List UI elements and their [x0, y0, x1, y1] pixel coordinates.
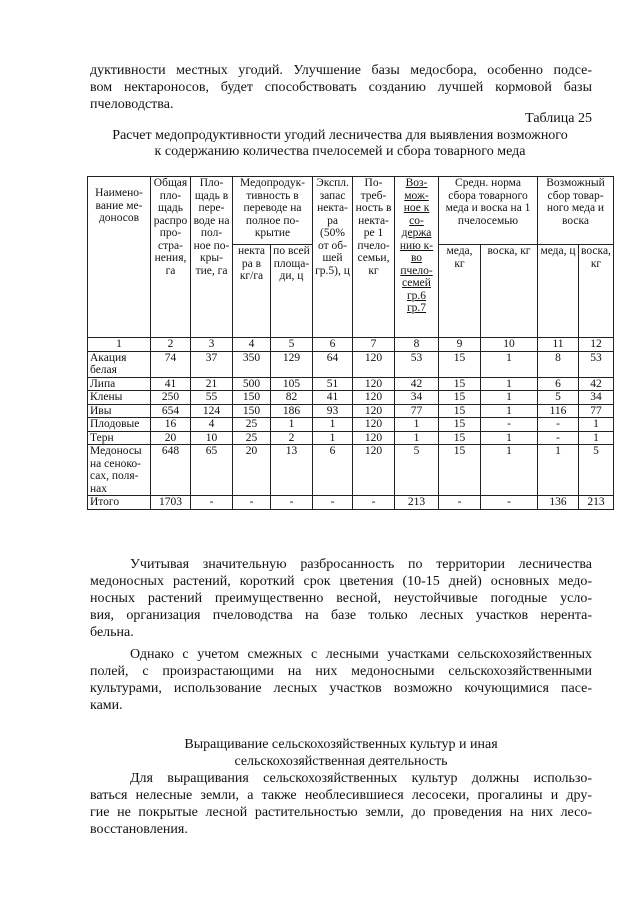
text-line: Для выращивания сельскохозяйственных культур должны использо-	[130, 771, 592, 786]
table-cell: 34	[579, 391, 614, 405]
header-cell: Экспл. запас некта-ра (50% от об-шей гр.5), ц	[313, 177, 353, 338]
text-line: вия, организация пчеловодства на базе только лесных участков нерента-	[90, 608, 592, 623]
table-cell: 648	[151, 445, 191, 496]
table-cell: 150	[233, 391, 271, 405]
row-name-cell: Терн	[88, 431, 151, 445]
text-line: дуктивности местных угодий. Улучшение базы медосбора, особенно подсе-	[90, 63, 592, 78]
paragraph-dispersion	[90, 556, 592, 641]
subheader-cell: меда, ц	[538, 245, 579, 338]
table-cell: 6	[313, 445, 353, 496]
header-cell: Средн. норма сбора товарного меда и воска на 1 пчелосемью	[439, 177, 538, 245]
table-title	[60, 128, 620, 160]
table-cell: 20	[151, 431, 191, 445]
table-title-line: Расчет медопродуктивности угодий лесничества для выявления возможного	[112, 128, 568, 143]
table-cell: 1	[481, 377, 538, 391]
table-cell: 1	[481, 351, 538, 377]
text-line: носных растений преимущественно весной, неустойчивые погодные усло-	[90, 591, 592, 606]
honey-productivity-table	[87, 176, 614, 510]
table-cell: 77	[579, 404, 614, 418]
table-cell: 136	[538, 496, 579, 510]
table-cell: 150	[233, 404, 271, 418]
table-cell: 41	[313, 391, 353, 405]
table-cell: 350	[233, 351, 271, 377]
table-header-row	[88, 177, 614, 245]
subheader-cell: воска, кг	[579, 245, 614, 338]
table-row	[88, 418, 614, 432]
table-row	[88, 377, 614, 391]
table-cell: 120	[353, 391, 395, 405]
text-line: пчеловодства.	[90, 97, 174, 112]
table-cell: 5	[538, 391, 579, 405]
header-cell: По-треб-ность в некта-ре 1 пчело-семьи, кг	[353, 177, 395, 338]
table-cell: 124	[191, 404, 233, 418]
table-cell: 25	[233, 418, 271, 432]
text-line: полей, с произрастающими на них медоносными сельскохозяйственными	[90, 664, 592, 679]
column-number-row	[88, 338, 614, 352]
table-cell: 1	[395, 418, 439, 432]
table-cell: 500	[233, 377, 271, 391]
table-cell: 1	[538, 445, 579, 496]
row-name-cell: Клены	[88, 391, 151, 405]
table-cell: -	[353, 496, 395, 510]
column-number: 10	[481, 338, 538, 352]
column-number: 12	[579, 338, 614, 352]
row-name-cell: Акация белая	[88, 351, 151, 377]
table-cell: 5	[395, 445, 439, 496]
heading-line: Выращивание сельскохозяйственных культур и иная	[184, 737, 498, 752]
table-row	[88, 391, 614, 405]
table-cell: 15	[439, 391, 481, 405]
table-cell: 15	[439, 418, 481, 432]
table-cell: -	[481, 418, 538, 432]
column-number: 6	[313, 338, 353, 352]
table-cell: 1	[579, 418, 614, 432]
column-number: 9	[439, 338, 481, 352]
table-row	[88, 351, 614, 377]
column-number: 2	[151, 338, 191, 352]
table-cell: 1	[313, 418, 353, 432]
paragraph-nomadic-apiaries	[90, 646, 592, 714]
table-cell: 37	[191, 351, 233, 377]
table-cell: 74	[151, 351, 191, 377]
header-cell: Возможный сбор товар-ного меда и воска	[538, 177, 614, 245]
table-cell: 250	[151, 391, 191, 405]
header-cell: Медопродук-тивность в переводе на полное по-крытие	[233, 177, 313, 245]
table-cell: 15	[439, 351, 481, 377]
subheader-cell: некта ра в кг/га	[233, 245, 271, 338]
paragraph-agriculture	[90, 770, 592, 838]
table-cell: 93	[313, 404, 353, 418]
table-cell: 105	[271, 377, 313, 391]
table-cell: 42	[395, 377, 439, 391]
text-line: ваться нелесные земли, а также необлесившиеся лесосеки, прогалины и дру-	[90, 788, 592, 803]
table-cell: 15	[439, 431, 481, 445]
column-number: 11	[538, 338, 579, 352]
table-cell: 13	[271, 445, 313, 496]
table-cell: 55	[191, 391, 233, 405]
table-cell: 654	[151, 404, 191, 418]
table-cell: 21	[191, 377, 233, 391]
table-cell: 25	[233, 431, 271, 445]
table-cell: 1	[481, 445, 538, 496]
header-cell: Общая пло-щадь распро про-стра-нения, га	[151, 177, 191, 338]
table-cell: 34	[395, 391, 439, 405]
table-cell: 41	[151, 377, 191, 391]
table-cell: 2	[271, 431, 313, 445]
column-number: 7	[353, 338, 395, 352]
section-heading	[90, 736, 592, 770]
table-cell: 120	[353, 377, 395, 391]
table-cell: -	[271, 496, 313, 510]
row-name-cell: Липа	[88, 377, 151, 391]
table-cell: 16	[151, 418, 191, 432]
table-title-line: к содержанию количества пчелосемей и сбора товарного меда	[154, 144, 526, 159]
table-cell: 15	[439, 404, 481, 418]
table-cell: 77	[395, 404, 439, 418]
table-cell: 186	[271, 404, 313, 418]
table-cell: 120	[353, 351, 395, 377]
text-line: Учитывая значительную разбросанность по территории лесничества	[130, 557, 592, 572]
table-cell: 82	[271, 391, 313, 405]
table-cell: -	[538, 431, 579, 445]
table-cell: 1703	[151, 496, 191, 510]
text-line: Однако с учетом смежных с лесными участками сельскохозяйственных	[130, 647, 592, 662]
row-name-cell: Плодовые	[88, 418, 151, 432]
header-cell: Воз-мож-ное к со-держа нию к-во пчело-семей гр.6 гр.7	[395, 177, 439, 338]
table-cell: 1	[271, 418, 313, 432]
table-cell: -	[313, 496, 353, 510]
table-cell: 1	[481, 391, 538, 405]
table-label: Таблица 25	[525, 111, 592, 126]
column-number: 4	[233, 338, 271, 352]
column-number: 5	[271, 338, 313, 352]
column-number: 3	[191, 338, 233, 352]
table-cell: 51	[313, 377, 353, 391]
table-cell: 6	[538, 377, 579, 391]
table-cell: 10	[191, 431, 233, 445]
table-cell: 129	[271, 351, 313, 377]
table-cell: -	[538, 418, 579, 432]
text-line: медоносных растений, короткий срок цветения (10-15 дней) основных медо-	[90, 574, 592, 589]
table-cell: 213	[579, 496, 614, 510]
heading-line: сельскохозяйственная деятельность	[234, 754, 448, 769]
table-row	[88, 496, 614, 510]
header-cell: Пло-щадь в пере-воде на пол-ное по-кры-тие, га	[191, 177, 233, 338]
table-cell: 53	[395, 351, 439, 377]
table-cell: 15	[439, 377, 481, 391]
table-cell: -	[233, 496, 271, 510]
table-cell: 64	[313, 351, 353, 377]
table-cell: 120	[353, 418, 395, 432]
table-cell: 1	[579, 431, 614, 445]
row-name-cell: Итого	[88, 496, 151, 510]
table-row	[88, 404, 614, 418]
table-cell: 42	[579, 377, 614, 391]
table-row	[88, 431, 614, 445]
table-cell: 5	[579, 445, 614, 496]
table-cell: 1	[395, 431, 439, 445]
subheader-cell: меда, кг	[439, 245, 481, 338]
column-number: 8	[395, 338, 439, 352]
intro-paragraph	[90, 62, 592, 113]
table-cell: 116	[538, 404, 579, 418]
table-cell: 15	[439, 445, 481, 496]
text-line: ками.	[90, 698, 123, 713]
table-cell: 1	[313, 431, 353, 445]
table-cell: 1	[481, 404, 538, 418]
table-cell: 65	[191, 445, 233, 496]
subheader-cell: по всей площа-ди, ц	[271, 245, 313, 338]
table-cell: 213	[395, 496, 439, 510]
table-cell: 20	[233, 445, 271, 496]
table-body	[88, 351, 614, 509]
text-line: вом нектароносов, будет способствовать созданию лучшей кормовой базы	[90, 80, 592, 95]
row-name-cell: Ивы	[88, 404, 151, 418]
header-cell: Наимено-вание ме-доносов	[88, 177, 151, 338]
table-cell: -	[481, 496, 538, 510]
row-name-cell: Медоносы на сеноко-сах, поля-нах	[88, 445, 151, 496]
table-cell: 1	[481, 431, 538, 445]
table-cell: 53	[579, 351, 614, 377]
table-cell: 120	[353, 431, 395, 445]
table-row	[88, 445, 614, 496]
table-cell: -	[191, 496, 233, 510]
text-line: культурами, использование лесных участков возможно кочующимися пасе-	[90, 681, 592, 696]
text-line: гие не покрытые лесной растительностью земли, до проведения на них лесо-	[90, 805, 592, 820]
subheader-cell: воска, кг	[481, 245, 538, 338]
table-cell: 8	[538, 351, 579, 377]
text-line: бельна.	[90, 625, 134, 640]
table-cell: -	[439, 496, 481, 510]
table-cell: 120	[353, 404, 395, 418]
column-number: 1	[88, 338, 151, 352]
table-cell: 120	[353, 445, 395, 496]
table-cell: 4	[191, 418, 233, 432]
text-line: восстановления.	[90, 822, 188, 837]
